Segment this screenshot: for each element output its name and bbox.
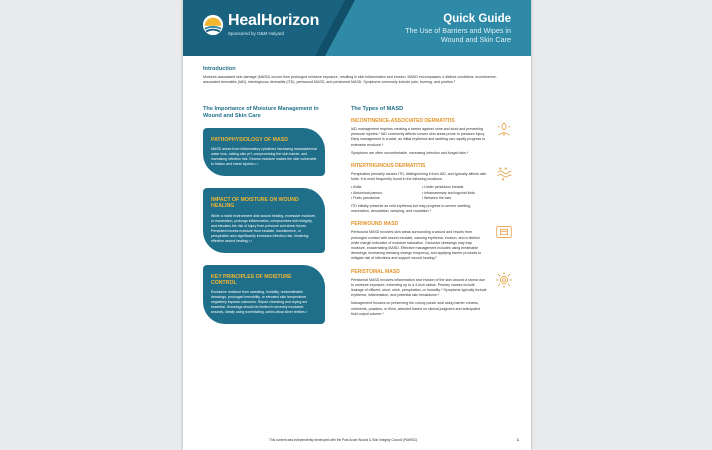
iad-text-2: Symptoms are often uncomfortable, increasing infection and fungal risks.⁴ xyxy=(351,150,469,155)
list-item: • Between the toes xyxy=(422,196,487,201)
card-moisture-control xyxy=(203,265,325,324)
stoma-icon xyxy=(495,271,513,289)
intro-heading: Introduction xyxy=(203,66,236,72)
right-column xyxy=(351,106,513,324)
card-heading: PATHOPHYSIOLOGY OF MASD xyxy=(211,137,288,143)
itd-heading: INTERTRIGINOUS DERMATITIS xyxy=(351,163,426,170)
guide-subtitle-line-1: The Use of Barriers and Wipes in xyxy=(405,26,511,35)
dermatitis-icon xyxy=(495,120,513,138)
peristomal-text-2: Management focuses on preserving the colony pouch seal using barrier creams, ointments, powders, or films, selected based on clinical judgment and anticipated fluid output volume.⁴ xyxy=(351,301,480,316)
card-text: While a moist environment aids wound healing, excessive moisture, or maceration, prolongs inflammation, compromises skin integrity, and elevates the risk of injury from pressure and shear forces. Persistent excess moisture from exudate, incontinence, or perspiration also significantly increases infection risk, hindering effective wound healing.²˒³ xyxy=(211,213,316,243)
section-periwound xyxy=(351,221,513,261)
guide-subtitle-line-2: Wound and Skin Care xyxy=(440,35,511,44)
section-iad xyxy=(351,118,513,156)
brand-logo xyxy=(202,13,319,36)
introduction xyxy=(203,66,513,85)
card-wound-healing xyxy=(203,188,325,252)
document-page xyxy=(183,0,531,450)
guide-title-block xyxy=(405,13,511,44)
types-title: The Types of MASD xyxy=(351,106,404,112)
itd-text-1: Perspiration primarily causes ITD, distinguishing it from IAD, and typically affects skin folds. It is most frequently found in the following locations: xyxy=(351,172,487,182)
card-heading: KEY PRINCIPLES OF MOISTURE CONTROL xyxy=(211,273,292,286)
iad-text-1: IAD management requires creating a barrier against urine and stool and preventing pressure injuries.⁴ IAD commonly affects convex skin areas prone to pressure injury. Early management is crucial, as initial erythema and swelling can rapidly progress to extensive erosions.⁴ xyxy=(351,127,486,147)
section-peristomal xyxy=(351,269,513,317)
list-item: • Abdominal pannus xyxy=(351,191,416,196)
itd-locations-list xyxy=(351,185,487,201)
section-itd xyxy=(351,163,513,214)
peristomal-text-1: Peristomal MASD involves inflammation and erosion of the skin around a stoma due to moisture exposure, extending up to a 4-inch radius. Primary causes include leakage of effluent, stool, urine, perspiration, or humidity.⁴ Symptoms typically include erythema, inflammation, and potential skin breakdown.⁴ xyxy=(351,277,487,298)
list-item: • Inframammary and inguinal folds xyxy=(422,191,487,196)
intro-text: Moisture-associated skin damage (MASD) occurs from prolonged moisture exposure, resulting in skin inflammation and erosion. MASD encompasses 4 distinct conditions: incontinence-associated dermatitis (IAD), intertriginous dermatitis (ITD), periwound MASD, and peristomal MASD. Symptoms commonly include pain, burning, and pruritus.¹ xyxy=(203,75,497,85)
periwound-text: Periwound MASD involves skin areas surrounding a wound and results from prolonged contact with wound exudate, causing erythema, erosion, and a distinct white margin indicative of moisture saturation. Occlusive dressings may trap moisture, exacerbating MASD. Effective management includes using breathable dressings, increasing dressing change frequency, and applying barrier products to mitigate risk of infections and support wound healing.⁵ xyxy=(351,230,482,261)
wound-dressing-icon xyxy=(495,223,513,241)
list-item: • Axilla xyxy=(351,185,416,190)
horizon-logo-icon xyxy=(202,14,224,36)
card-heading: IMPACT OF MOISTURE ON WOUND HEALING xyxy=(211,197,299,210)
itd-text-2: ITD initially presents as mild erythema but may progress to severe swelling, maceration, denudation, weeping, and crustation.⁴ xyxy=(351,204,472,214)
iad-heading: INCONTINENCE-ASSOCIATED DERMATITIS xyxy=(351,118,455,124)
brand-name: HealHorizon xyxy=(228,12,320,29)
skin-fold-icon xyxy=(495,165,513,183)
card-text: MASD arises from inflammatory cytokines increasing transepidermal water loss, raising skin pH, compromising the skin barrier, and increasing infection risk. Excess moisture makes the skin vulnerable to friction and shear injuries.²˒³ xyxy=(211,147,318,167)
card-text: Excessive moisture from sweating, humidity, nonbreathable dressings, prolonged immobility, or elevated skin temperature negatively impacts outcomes. Repair cleansing and drying are essential. Dressings should be limited to severely exudative wounds, ideally using nonirritating, unlimi-ctival silver textiles.³ xyxy=(211,290,308,315)
guide-title: Quick Guide xyxy=(443,13,511,25)
periwound-heading: PERIWOUND MASD xyxy=(351,221,399,228)
header xyxy=(183,0,531,56)
page-number: 1 xyxy=(516,437,519,442)
peristomal-heading: PERISTOMAL MASD xyxy=(351,268,400,275)
importance-title: The Importance of Moisture Management in Wound and Skin Care xyxy=(203,106,319,119)
left-column xyxy=(203,106,325,336)
footer-text: This content was independently developed with the Post Acute Wound & Skin Integrity Council (PAWSIC). xyxy=(269,438,419,442)
brand-sponsor: Sponsored by O&M Halyard xyxy=(228,31,285,36)
list-item: • Under pendulous breasts xyxy=(422,185,487,190)
list-item: • Pubic panniculus xyxy=(351,196,416,201)
card-pathophysiology xyxy=(203,128,325,176)
